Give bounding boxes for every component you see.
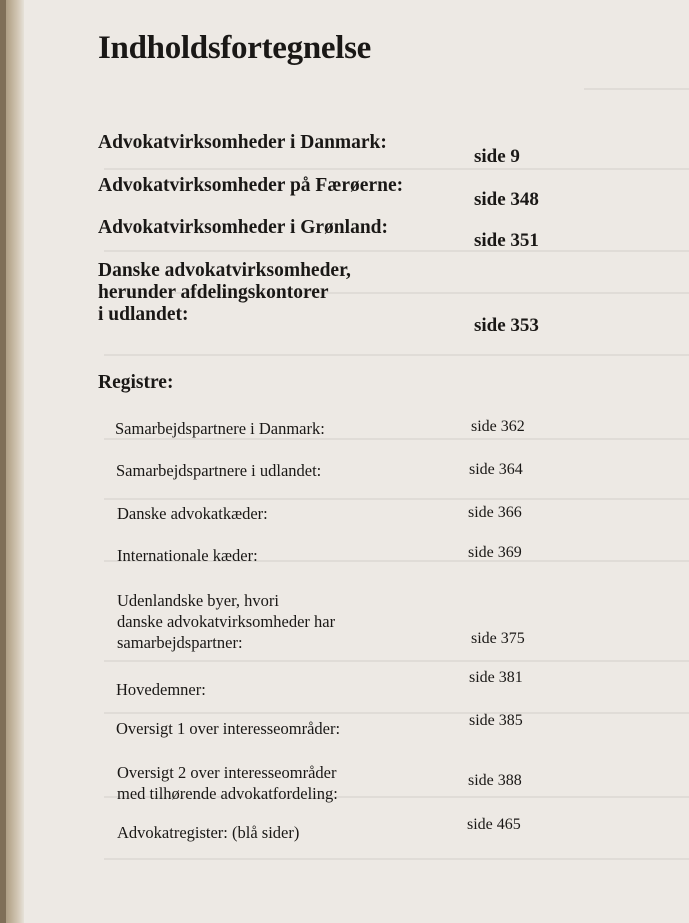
register-entry-page: side 369: [468, 544, 522, 561]
register-entry: [116, 460, 636, 484]
register-entry-label: Oversigt 2 over interesseområder med tilhørende advokatfordeling:: [117, 763, 338, 803]
register-entry-label: Hovedemner:: [116, 680, 206, 699]
register-entry-page: side 385: [469, 712, 523, 729]
page-title: Indholdsfortegnelse: [98, 30, 371, 66]
toc-entry: [98, 132, 658, 167]
register-entry-page: side 465: [467, 816, 521, 833]
book-spine: [0, 0, 24, 923]
show-through-text: [104, 354, 689, 356]
toc-entry: [98, 260, 658, 336]
register-entry-label: Udenlandske byer, hvori danske advokatvirksomheder har samarbejdspartner:: [117, 591, 336, 652]
register-entry-page: side 375: [471, 630, 525, 647]
register-entry-label: Samarbejdspartnere i Danmark:: [115, 419, 325, 438]
register-entry-page: side 381: [469, 669, 523, 686]
register-entry: [115, 418, 635, 442]
register-entry-label: Advokatregister: (blå sider): [117, 823, 300, 842]
register-entry-label: Oversigt 1 over interesseområder:: [116, 719, 341, 738]
show-through-text: [104, 498, 689, 500]
register-entry: [117, 590, 637, 656]
book-page: [24, 0, 689, 923]
toc-entry-page: side 353: [474, 315, 539, 336]
show-through-text: [104, 712, 689, 714]
register-entry-page: side 362: [471, 418, 525, 435]
register-entry: [117, 816, 637, 846]
register-entry-label: Internationale kæder:: [117, 546, 258, 565]
show-through-text: [104, 250, 689, 252]
register-entry-label: Samarbejdspartnere i udlandet:: [116, 461, 322, 480]
register-entry-label: Danske advokatkæder:: [117, 504, 268, 523]
show-through-text: [104, 660, 689, 662]
register-entry: [117, 762, 637, 808]
toc-entry-page: side 351: [474, 230, 539, 251]
register-entry: [117, 503, 637, 527]
register-entry-page: side 366: [468, 504, 522, 521]
toc-entry: [98, 217, 658, 251]
register-entry: [116, 712, 636, 742]
toc-entry-page: side 9: [474, 146, 520, 167]
register-entry: [117, 545, 637, 569]
show-through-text: [104, 858, 689, 860]
toc-entry-label: Advokatvirksomheder i Danmark:: [98, 132, 387, 153]
register-entry: [116, 669, 636, 703]
show-through-text: [104, 168, 689, 170]
toc-entry-page: side 348: [474, 189, 539, 210]
toc-entry-label: Advokatvirksomheder på Færøerne:: [98, 175, 404, 196]
register-entry-page: side 364: [469, 461, 523, 478]
registers-heading: Registre:: [98, 372, 174, 393]
toc-entry: [98, 175, 658, 210]
toc-entry-label: Advokatvirksomheder i Grønland:: [98, 217, 389, 238]
register-entry-page: side 388: [468, 772, 522, 789]
show-through-text: [584, 88, 689, 90]
toc-entry-label: Danske advokatvirksomheder, herunder afdelingskontorer i udlandet:: [98, 260, 351, 325]
